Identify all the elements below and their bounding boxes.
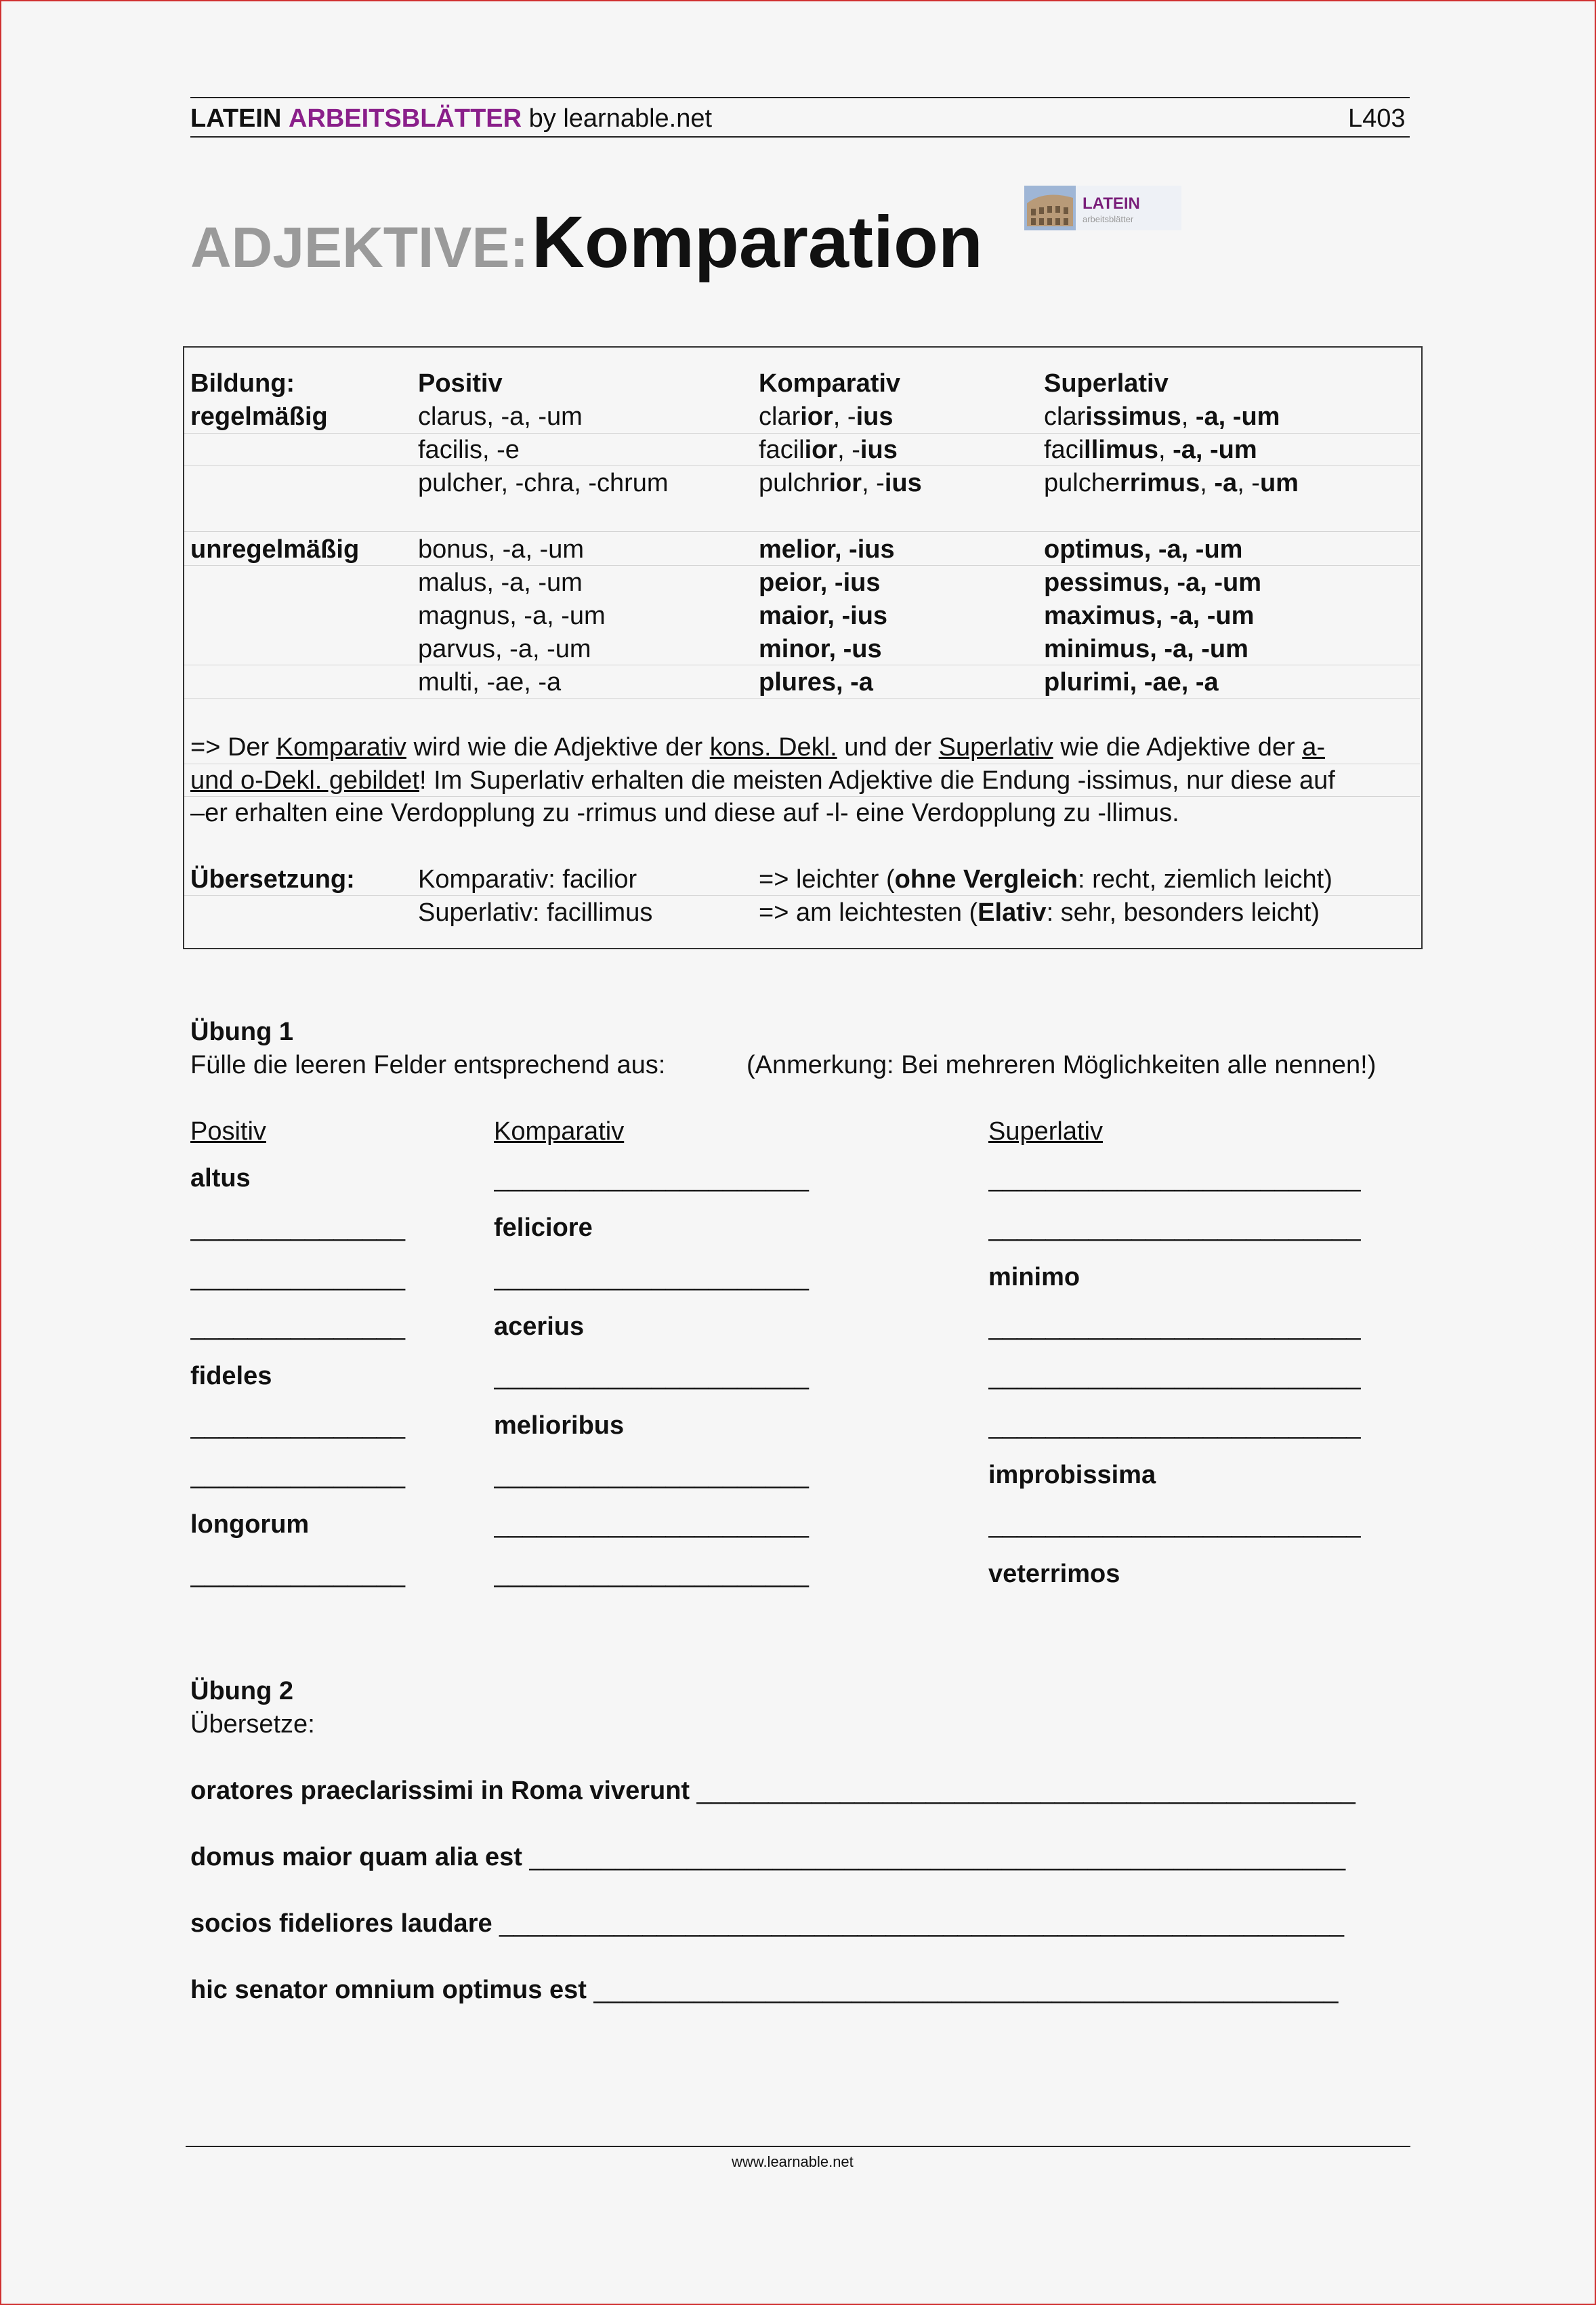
exercise1-given-positiv: fideles — [190, 1362, 272, 1390]
brand-latein: LATEIN — [190, 104, 282, 133]
exercise1-given-komparativ: melioribus — [494, 1411, 625, 1440]
row-divider — [184, 698, 1420, 699]
row-divider — [184, 895, 1420, 896]
logo-word-arbeitsblaetter: arbeitsblätter — [1083, 214, 1134, 224]
regular-row-3-positiv: pulcher, -chra, -chrum — [418, 469, 669, 497]
translation-row-2-right: => am leichtesten (Elativ: sehr, besonders leicht) — [759, 898, 1320, 927]
answer-blank[interactable]: ____________________________________________________ — [593, 1976, 1339, 2004]
regular-row-2-superlativ: facillimus, -a, -um — [1044, 436, 1257, 464]
note-line-3: –er erhalten eine Verdopplung zu -rrimus und diese auf -l- eine Verdopplung zu -llimus. — [190, 799, 1179, 827]
exercise1-col-positiv: Positiv — [190, 1117, 266, 1146]
exercise1-blank-positiv[interactable]: _______________ — [190, 1263, 406, 1291]
column-superlativ: Superlativ — [1044, 369, 1169, 398]
irregular-row-positiv: parvus, -a, -um — [418, 635, 591, 663]
irregular-row-superlativ: maximus, -a, -um — [1044, 602, 1255, 630]
exercise1-given-superlativ: veterrimos — [988, 1560, 1120, 1588]
sheet-code: L403 — [1348, 104, 1406, 133]
logo-word-latein: LATEIN — [1083, 194, 1140, 213]
answer-blank[interactable]: _________________________________________________________ — [529, 1843, 1346, 1871]
exercise1-blank-positiv[interactable]: _______________ — [190, 1411, 406, 1440]
exercise1-blank-superlativ[interactable]: __________________________ — [988, 1312, 1361, 1341]
title-main: Komparation — [531, 201, 983, 283]
irregular-row-positiv: multi, -ae, -a — [418, 668, 562, 697]
irregular-row-komparativ: melior, -ius — [759, 535, 895, 564]
exercise1-blank-superlativ[interactable]: __________________________ — [988, 1362, 1361, 1390]
title-prefix: ADJEKTIVE: — [190, 215, 529, 279]
regular-row-3-komparativ: pulchrior, -ius — [759, 469, 922, 497]
exercise1-blank-positiv[interactable]: _______________ — [190, 1213, 406, 1242]
exercise1-blank-superlativ[interactable]: __________________________ — [988, 1213, 1361, 1242]
exercise1-blank-superlativ[interactable]: __________________________ — [988, 1411, 1361, 1440]
group-regelmaessig: regelmäßig — [190, 402, 328, 431]
latein-logo — [1024, 186, 1181, 230]
colosseum-logo-icon — [1024, 186, 1181, 230]
row-divider — [184, 531, 1420, 532]
column-positiv: Positiv — [418, 369, 503, 398]
exercise1-col-komparativ: Komparativ — [494, 1117, 625, 1146]
exercise1-blank-komparativ[interactable]: ______________________ — [494, 1461, 809, 1489]
footer-url: www.learnable.net — [732, 2153, 854, 2170]
regular-row-2-komparativ: facilior, -ius — [759, 436, 898, 464]
exercise1-blank-superlativ[interactable]: __________________________ — [988, 1510, 1361, 1539]
exercise1-blank-positiv[interactable]: _______________ — [190, 1312, 406, 1341]
exercise1-given-komparativ: feliciore — [494, 1213, 593, 1242]
label-bildung: Bildung: — [190, 369, 295, 398]
exercise1-given-komparativ: acerius — [494, 1312, 585, 1341]
exercise2-sentence-4: hic senator omnium optimus est ____________________________________________________ — [190, 1976, 1339, 2004]
irregular-row-komparativ: maior, -ius — [759, 602, 888, 630]
irregular-row-superlativ: pessimus, -a, -um — [1044, 568, 1261, 597]
brand-by: by learnable.net — [528, 104, 713, 133]
regular-row-1-komparativ: clarior, -ius — [759, 402, 894, 431]
exercise1-blank-komparativ[interactable]: ______________________ — [494, 1263, 809, 1291]
exercise2-sentence-1: oratores praeclarissimi in Roma viverunt ______________________________________________ — [190, 1777, 1356, 1805]
translation-row-1-left: Komparativ: facilior — [418, 865, 637, 894]
irregular-row-superlativ: plurimi, -ae, -a — [1044, 668, 1219, 697]
page-title — [190, 199, 983, 284]
note-line-2: und o-Dekl. gebildet! Im Superlativ erhalten die meisten Adjektive die Endung -issimus, nur diese auf — [190, 766, 1335, 795]
answer-blank[interactable]: ___________________________________________________________ — [499, 1909, 1345, 1938]
header-brand — [190, 104, 712, 133]
translation-row-2-left: Superlativ: facillimus — [418, 898, 653, 927]
exercise1-col-superlativ: Superlativ — [988, 1117, 1103, 1146]
exercise1-title: Übung 1 — [190, 1018, 293, 1046]
exercise2-sentence-2: domus maior quam alia est _________________________________________________________ — [190, 1843, 1346, 1871]
irregular-row-superlativ: minimus, -a, -um — [1044, 635, 1248, 663]
translation-row-1-right: => leichter (ohne Vergleich: recht, ziemlich leicht) — [759, 865, 1332, 894]
exercise1-blank-komparativ[interactable]: ______________________ — [494, 1510, 809, 1539]
regular-row-2-positiv: facilis, -e — [418, 436, 520, 464]
irregular-row-komparativ: peior, -ius — [759, 568, 881, 597]
irregular-row-superlativ: optimus, -a, -um — [1044, 535, 1243, 564]
exercise1-blank-positiv[interactable]: _______________ — [190, 1560, 406, 1588]
exercise2-title: Übung 2 — [190, 1677, 293, 1705]
exercise1-given-positiv: altus — [190, 1164, 251, 1192]
regular-row-1-superlativ: clarissimus, -a, -um — [1044, 402, 1280, 431]
exercise2-instruction: Übersetze: — [190, 1710, 315, 1739]
irregular-row-komparativ: plures, -a — [759, 668, 873, 697]
column-komparativ: Komparativ — [759, 369, 901, 398]
irregular-row-komparativ: minor, -us — [759, 635, 882, 663]
irregular-row-positiv: bonus, -a, -um — [418, 535, 584, 564]
exercise1-instruction: Fülle die leeren Felder entsprechend aus: — [190, 1051, 666, 1079]
group-unregelmaessig: unregelmäßig — [190, 535, 360, 564]
exercise2-sentence-3: socios fideliores laudare ___________________________________________________________ — [190, 1909, 1345, 1938]
exercise1-blank-komparativ[interactable]: ______________________ — [494, 1560, 809, 1588]
row-divider — [184, 796, 1420, 797]
note-line-1: => Der Komparativ wird wie die Adjektive der kons. Dekl. und der Superlativ wie die Adjektive der a- — [190, 733, 1325, 762]
exercise1-given-superlativ: minimo — [988, 1263, 1080, 1291]
exercise1-blank-positiv[interactable]: _______________ — [190, 1461, 406, 1489]
row-divider — [184, 465, 1420, 466]
footer-rule — [186, 2146, 1410, 2147]
row-divider — [184, 565, 1420, 566]
irregular-row-positiv: malus, -a, -um — [418, 568, 583, 597]
irregular-row-positiv: magnus, -a, -um — [418, 602, 606, 630]
label-uebersetzung: Übersetzung: — [190, 865, 355, 894]
row-divider — [184, 433, 1420, 434]
header-bottom-rule — [190, 136, 1410, 138]
brand-arbeitsblaetter: ARBEITSBLÄTTER — [288, 104, 522, 133]
regular-row-1-positiv: clarus, -a, -um — [418, 402, 583, 431]
exercise1-remark: (Anmerkung: Bei mehreren Möglichkeiten alle nennen!) — [747, 1051, 1377, 1079]
exercise1-blank-komparativ[interactable]: ______________________ — [494, 1362, 809, 1390]
answer-blank[interactable]: ______________________________________________ — [696, 1777, 1356, 1805]
exercise1-blank-superlativ[interactable]: __________________________ — [988, 1164, 1361, 1192]
exercise1-blank-komparativ[interactable]: ______________________ — [494, 1164, 809, 1192]
header-top-rule — [190, 97, 1410, 98]
exercise1-given-superlativ: improbissima — [988, 1461, 1156, 1489]
regular-row-3-superlativ: pulcherrimus, -a, -um — [1044, 469, 1299, 497]
exercise1-given-positiv: longorum — [190, 1510, 310, 1539]
